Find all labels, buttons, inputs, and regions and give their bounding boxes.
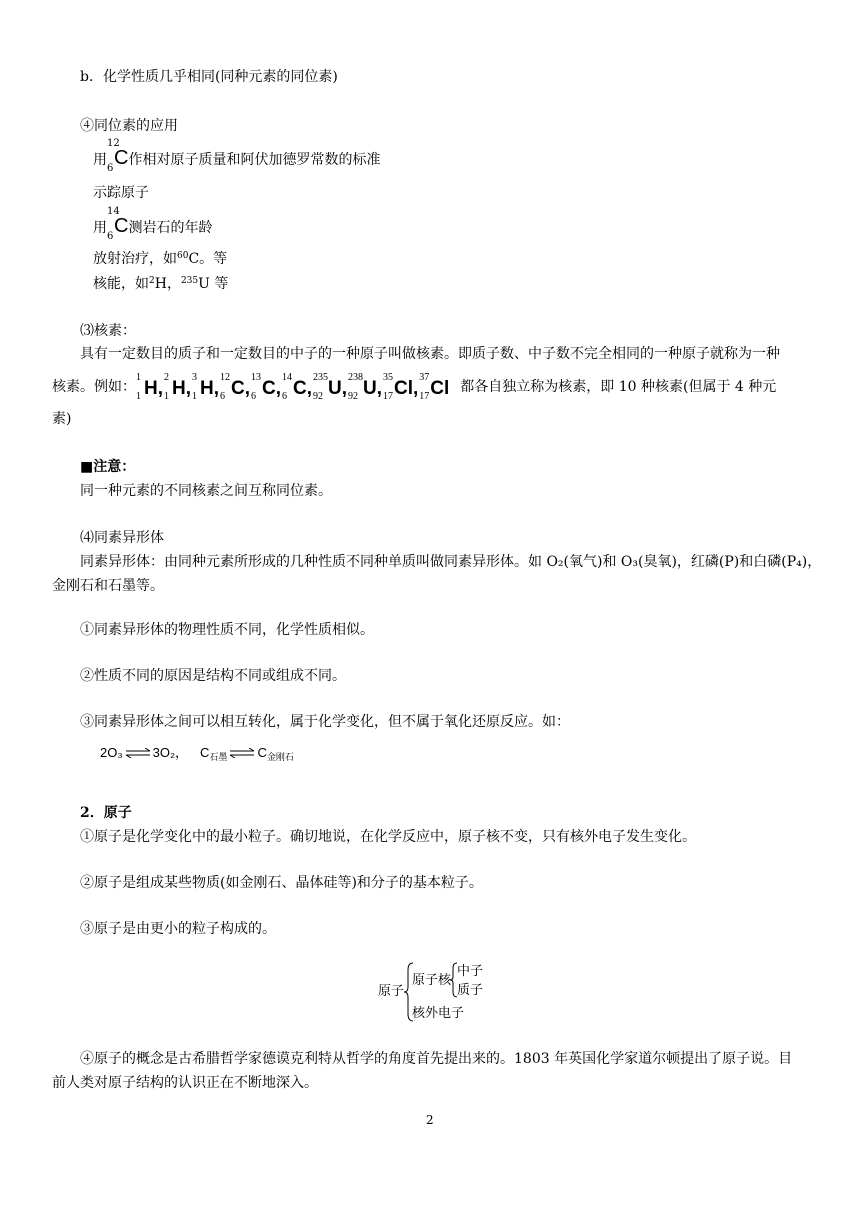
atom-point-3: ③原子是由更小的粒子构成的。: [80, 921, 276, 937]
allotrope-heading: ⑷同素异形体: [80, 530, 164, 546]
eq1-left: 2O₃: [100, 745, 123, 760]
mass-number: 14: [107, 206, 120, 217]
eq2-left: [200, 744, 227, 762]
application-line-3: [93, 206, 213, 242]
nuclide-example-list: [136, 372, 450, 402]
mass-number: 238: [348, 372, 363, 384]
nuclide-symbol: [251, 372, 281, 402]
element-symbol: C: [114, 147, 129, 169]
atomic-number: 6: [107, 162, 114, 174]
element-symbol: Cl,: [394, 378, 419, 400]
element-symbol: H,: [144, 378, 163, 400]
atom-point-1: ①原子是化学变化中的最小粒子。确切地说，在化学反应中，原子核不变，只有核外电子发生变化。: [80, 829, 696, 845]
nuclide-c12: [107, 138, 129, 174]
eq2-left-symbol: C: [200, 745, 210, 760]
eq1-right: 3O₂，: [152, 745, 189, 760]
allotrope-point-3: ③同素异形体之间可以相互转化，属于化学变化，但不属于氧化还原反应。如：: [80, 714, 570, 730]
nuclide-paragraph-line-2: [52, 370, 776, 400]
atomic-number: 17: [419, 391, 430, 402]
mass-number: 14: [282, 372, 292, 384]
mass-number: 3: [192, 372, 197, 384]
app3-prefix: 用: [93, 220, 107, 236]
element-symbol: C,: [293, 378, 312, 400]
allotrope-paragraph-line-1: 同素异形体：由同种元素所形成的几种性质不同种单质叫做同素异形体。如 O₂(氧气)和 O₃(臭氧)，红磷(P)和白磷(P₄)，: [80, 554, 822, 570]
atomic-number: 6: [251, 391, 256, 402]
app3-suffix: 测岩石的年龄: [128, 220, 213, 236]
diagram-root-label: 原子: [378, 983, 405, 998]
app4-sup: 60: [177, 251, 189, 261]
atomic-number: 1: [164, 391, 169, 402]
nuclide-symbol: [313, 372, 347, 402]
application-line-5: [93, 275, 228, 295]
nuclide-paragraph-line-1: 具有一定数目的质子和一定数目的中子的一种原子叫做核素。即质子数、中子数不完全相同的一种原子就称为一种: [80, 346, 780, 362]
app5-text-end: U 等: [198, 276, 229, 292]
app5-text-mid: H，: [154, 276, 181, 292]
nuclide-symbol: [136, 372, 163, 402]
application-line-2: 示踪原子: [93, 185, 149, 201]
eq2-left-sub: 石墨: [209, 752, 228, 762]
app5-text: 核能，如: [93, 276, 149, 292]
application-line-1: [93, 138, 381, 174]
atomic-number: 1: [136, 391, 141, 402]
atom-point-4-line-1: ④原子的概念是古希腊哲学家德谟克利特从哲学的角度首先提出来的。1803 年英国化学家道尔顿提出了原子说。目: [80, 1051, 793, 1067]
element-symbol: H,: [172, 378, 191, 400]
application-line-4: [93, 250, 227, 270]
reversible-arrow-icon: [125, 748, 151, 758]
atomic-number: 17: [383, 391, 393, 402]
eq2-right-sub: 金刚石: [266, 752, 294, 762]
nuclide-example-suffix: 都各自独立称为核素，即 10 种核素(但属于 4 种元: [460, 379, 777, 396]
nuclide-symbol: [419, 372, 450, 402]
atom-heading: 2．原子: [80, 805, 132, 821]
mass-number: 1: [136, 372, 141, 384]
app1-prefix: 用: [93, 152, 107, 168]
atomic-number: 6: [107, 230, 114, 242]
diagram-nucleus-label: 原子核: [412, 972, 452, 987]
nuclide-symbol: [348, 372, 382, 402]
eq2-right: [257, 744, 293, 762]
mass-number: 12: [107, 138, 120, 149]
atom-point-2: ②原子是组成某些物质(如金刚石、晶体硅等)和分子的基本粒子。: [80, 875, 483, 891]
nuclide-symbol: [192, 372, 219, 402]
nuclide-c14: [107, 206, 129, 242]
atomic-number: 1: [192, 391, 197, 402]
element-symbol: H,: [200, 378, 219, 400]
app5-sup2: 235: [180, 276, 199, 286]
mass-number: 2: [164, 372, 169, 384]
diagram-proton-label: 质子: [457, 982, 484, 997]
nuclide-symbol: [383, 372, 419, 402]
reversible-arrow-icon: [229, 748, 255, 758]
app1-suffix: 作相对原子质量和阿伏加德罗常数的标准: [128, 152, 381, 168]
mass-number: 12: [220, 372, 230, 384]
note-heading: ■注意：: [80, 459, 136, 475]
element-symbol: Cl: [430, 378, 450, 400]
mass-number: 235: [313, 372, 328, 384]
element-symbol: C: [114, 215, 129, 237]
note-text: 同一种元素的不同核素之间互称同位素。: [80, 483, 332, 499]
nuclide-symbol: [282, 372, 312, 402]
atomic-number: 6: [220, 391, 225, 402]
atom-point-4-line-2: 前人类对原子结构的认识正在不断地深入。: [52, 1075, 318, 1091]
nuclide-paragraph-line-3: 素): [52, 411, 72, 427]
line-b-item: b．化学性质几乎相同(同种元素的同位素): [80, 69, 338, 85]
diagram-neutron-label: 中子: [457, 963, 484, 978]
atomic-number: 92: [313, 391, 323, 402]
allotrope-equations: [100, 744, 294, 762]
eq2-right-symbol: C: [257, 745, 267, 760]
element-symbol: C,: [231, 378, 250, 400]
applications-heading: ④同位素的应用: [80, 118, 178, 134]
nuclide-symbol: [220, 372, 250, 402]
mass-number: 35: [383, 372, 393, 384]
allotrope-point-2: ②性质不同的原因是结构不同或组成不同。: [80, 668, 346, 684]
atomic-number: 6: [282, 391, 287, 402]
mass-number: 37: [419, 372, 430, 384]
app4-text-end: C。等: [188, 251, 228, 267]
nuclide-heading: ⑶核素：: [80, 323, 136, 339]
mass-number: 13: [251, 372, 261, 384]
atomic-number: 92: [348, 391, 358, 402]
element-symbol: U,: [363, 378, 382, 400]
diagram-electron-label: 核外电子: [412, 1005, 465, 1020]
nuclide-example-prefix: 核素。例如：: [52, 379, 136, 396]
page-number: 2: [426, 1113, 434, 1127]
allotrope-point-1: ①同素异形体的物理性质不同，化学性质相似。: [80, 622, 374, 638]
allotrope-paragraph-line-2: 金刚石和石墨等。: [52, 578, 164, 594]
app5-sup1: 2: [149, 276, 155, 286]
element-symbol: C,: [262, 378, 281, 400]
nuclide-symbol: [164, 372, 191, 402]
app4-text: 放射治疗，如: [93, 251, 177, 267]
atom-structure-diagram: [378, 960, 498, 1024]
element-symbol: U,: [328, 378, 347, 400]
